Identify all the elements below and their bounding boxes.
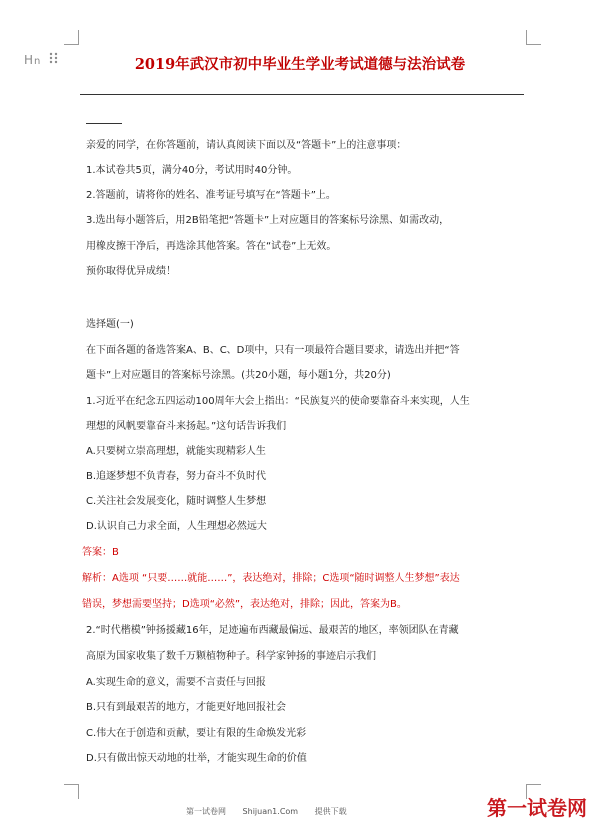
intro-line: 2.答题前，请将你的姓名、准考证号填写在“答题卡”上。 — [86, 190, 336, 201]
heading-marker-n: n — [34, 56, 42, 67]
question-stem: 高原为国家收集了数千万颗植物种子。科学家钟扬的事迹启示我们 — [86, 651, 376, 662]
option-a: A.实现生命的意义，需要不言责任与回报 — [86, 677, 266, 688]
site-watermark: 第一试卷网 — [487, 796, 587, 820]
crop-mark-top-right — [526, 30, 541, 45]
intro-line: 用橡皮擦干净后，再选涂其他答案。答在“试卷”上无效。 — [86, 241, 337, 252]
drag-handle-icon[interactable] — [49, 52, 58, 67]
heading-marker-label: H — [24, 53, 35, 67]
option-b: B.追逐梦想不负青春，努力奋斗不负时代 — [86, 471, 267, 482]
question-stem: 1.习近平在纪念五四运动100周年大会上指出：“民族复兴的使命要靠奋斗来实现，人生 — [86, 396, 470, 407]
crop-mark-bottom-left — [64, 784, 79, 799]
option-c: C.伟大在于创造和贡献，要让有限的生命焕发光彩 — [86, 728, 307, 739]
intro-line: 1.本试卷共5页，满分40分，考试用时40分钟。 — [86, 165, 298, 176]
analysis-text: 错误，梦想需要坚持；D选项“必然”，表达绝对，排除；因此，答案为B。 — [82, 599, 407, 610]
answer-text: 答案：B — [82, 547, 119, 558]
analysis-text: 解析：A选项 “只要……就能……”，表达绝对，排除；C选项“随时调整人生梦想”表达 — [82, 573, 460, 584]
question-stem: 理想的风帆要靠奋斗来扬起。”这句话告诉我们 — [86, 421, 287, 432]
footer-right: 提供下载 — [314, 807, 347, 816]
question-stem: 2.“时代楷模”钟扬援藏16年，足迹遍布西藏最偏远、最艰苦的地区，率领团队在青藏 — [86, 625, 459, 636]
document-title: 2019年武汉市初中毕业生学业考试道德与法治试卷 — [134, 56, 466, 73]
drag-dots-icon — [49, 52, 58, 64]
footer-center: Shijuan1.Com — [242, 807, 299, 816]
section-heading: 选择题(一) — [86, 319, 134, 330]
intro-line: 预你取得优异成绩！ — [86, 266, 176, 277]
intro-line: 亲爱的同学，在你答题前，请认真阅读下面以及“答题卡”上的注意事项： — [86, 140, 407, 151]
section-instruction: 在下面各题的备选答案A、B、C、D项中，只有一项最符合题目要求，请选出并把“答 — [86, 345, 460, 356]
footer-left: 第一试卷网 — [186, 807, 226, 816]
option-d: D.只有做出惊天动地的壮举，才能实现生命的价值 — [86, 753, 307, 764]
option-b: B.只有到最艰苦的地方，才能更好地回报社会 — [86, 702, 287, 713]
section-instruction: 题卡”上对应题目的答案标号涂黑。(共20小题，每小题1分，共20分) — [86, 370, 391, 381]
crop-mark-top-left — [64, 30, 79, 45]
intro-line: 3.选出每小题答后，用2B铅笔把“答题卡”上对应题目的答案标号涂黑、如需改动， — [86, 215, 450, 226]
page-footer — [186, 806, 426, 817]
title-underline — [80, 94, 524, 95]
option-d: D.认识自己力求全面，人生理想必然远大 — [86, 521, 267, 532]
heading-style-marker[interactable] — [24, 52, 58, 67]
option-c: C.关注社会发展变化，随时调整人生梦想 — [86, 496, 267, 507]
short-divider — [86, 123, 122, 124]
option-a: A.只要树立崇高理想，就能实现精彩人生 — [86, 446, 266, 457]
